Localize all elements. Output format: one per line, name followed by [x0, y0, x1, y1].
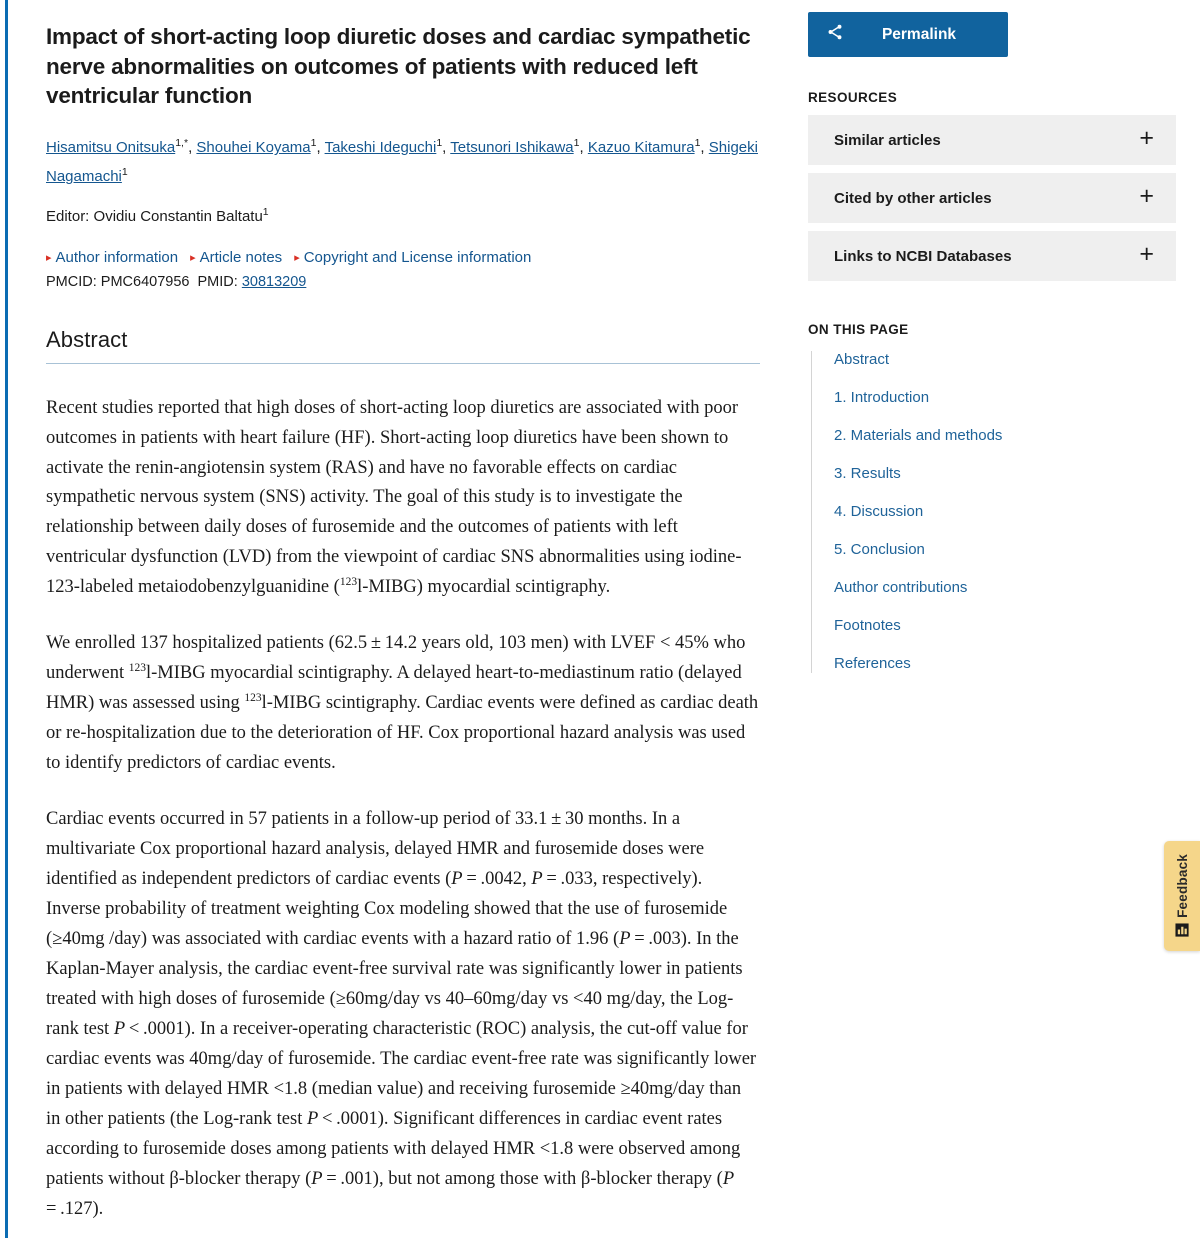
abstract-paragraph: We enrolled 137 hospitalized patients (62.5 ± 14.2 years old, 103 men) with LVEF < 45% who underwent $^{123}$l-MIBG myocardial scintigraphy. A delayed heart-to-mediastinum ratio (delayed HMR) was assessed using $^{123}$l-MIBG scintigraphy. Cardiac events were defined as cardiac death or re-hospitalization due to the deterioration of HF. Cox proportional hazard analysis was used to identify predictors of cardiac events. — [46, 633, 759, 774]
triangle-right-icon: ▸ — [294, 251, 300, 264]
author-link[interactable]: Hisamitsu Onitsuka — [46, 139, 176, 157]
on-this-page-link[interactable]: Footnotes — [834, 617, 901, 634]
author-link[interactable]: Shigeki Nagamachi — [46, 139, 758, 186]
disclosure-label: Author information — [55, 248, 179, 266]
resources-heading: RESOURCES — [808, 90, 898, 105]
resource-accordion-item[interactable] — [808, 173, 1176, 223]
disclosure-links-row — [46, 249, 760, 266]
on-this-page-link[interactable]: 4. Discussion — [834, 503, 924, 520]
author-list: Hisamitsu Onitsuka1,*, Shouhei Koyama1, Takeshi Ideguchi1, Tetsunori Ishikawa1, Kazuo Kitamura1, Shigeki Nagamachi1 — [46, 137, 758, 186]
on-this-page-link[interactable]: Abstract — [834, 351, 890, 368]
disclosure-toggle[interactable] — [190, 249, 282, 266]
resource-accordion-item[interactable] — [808, 115, 1176, 165]
triangle-right-icon: ▸ — [190, 251, 196, 264]
author-separator: , — [316, 139, 325, 157]
on-this-page-item — [834, 465, 1176, 483]
plus-icon[interactable]: + — [1139, 181, 1154, 210]
on-this-page-item — [834, 541, 1176, 559]
on-this-page-nav — [811, 351, 1176, 673]
disclosure-toggle[interactable] — [294, 249, 531, 266]
disclosure-label: Article notes — [199, 248, 283, 266]
editor-line: Editor: Ovidiu Constantin Baltatu1 — [46, 205, 269, 225]
author-link[interactable]: Kazuo Kitamura — [587, 139, 695, 157]
on-this-page-item — [834, 351, 1176, 369]
pmcid-label: PMCID: — [46, 273, 97, 290]
plus-icon[interactable]: + — [1139, 239, 1154, 268]
on-this-page-link[interactable]: 2. Materials and methods — [834, 427, 1003, 444]
on-this-page-item — [834, 503, 1176, 521]
pmcid-value: PMC6407956 — [100, 273, 190, 290]
on-this-page-link[interactable]: Author contributions — [834, 579, 968, 596]
abstract-body — [46, 394, 760, 1225]
author-separator: , — [188, 139, 197, 157]
on-this-page-heading: ON THIS PAGE — [808, 322, 909, 337]
editor-label: Editor: — [46, 207, 90, 225]
share-icon — [826, 23, 844, 46]
on-this-page-item — [834, 617, 1176, 635]
on-this-page-link[interactable]: 1. Introduction — [834, 389, 930, 406]
feedback-label: Feedback — [1174, 853, 1190, 918]
article-identifiers — [46, 274, 760, 290]
author-separator: , — [579, 139, 588, 157]
author-link[interactable]: Shouhei Koyama — [196, 139, 311, 157]
on-this-page-link[interactable]: References — [834, 655, 911, 672]
plus-icon[interactable]: + — [1139, 123, 1154, 152]
on-this-page-item — [834, 427, 1176, 445]
page-title: Impact of short-acting loop diuretic doses and cardiac sympathetic nerve abnormalities on outcomes of patients with reduced left ventricular function — [46, 24, 751, 109]
abstract-paragraph: Recent studies reported that high doses of short-acting loop diuretics are associated with poor outcomes in patients with heart failure (HF). Short-acting loop diuretics have been shown to activate the renin-angiotensin system (RAS) and have no favorable effects on cardiac sympathetic nervous system (SNS) activity. The goal of this study is to investigate the relationship between daily doses of furosemide and the outcomes of patients with left ventricular dysfunction (LVD) from the viewpoint of cardiac SNS abnormalities using iodine-123-labeled metaiodobenzylguanidine ($^{123}$l-MIBG) myocardial scintigraphy. — [46, 397, 742, 598]
resources-accordion — [808, 115, 1176, 281]
resource-label: Similar articles — [834, 131, 941, 149]
abstract-heading: Abstract — [46, 327, 760, 364]
resource-label: Cited by other articles — [834, 189, 992, 207]
author-link[interactable]: Tetsunori Ishikawa — [450, 139, 574, 157]
on-this-page-item — [834, 655, 1176, 673]
on-this-page-link[interactable]: 3. Results — [834, 465, 901, 482]
permalink-button[interactable] — [808, 12, 1008, 57]
author-link[interactable]: Takeshi Ideguchi — [324, 139, 437, 157]
on-this-page-link[interactable]: 5. Conclusion — [834, 541, 925, 558]
disclosure-toggle[interactable] — [46, 249, 178, 266]
author-separator: , — [442, 139, 451, 157]
resource-accordion-item[interactable] — [808, 231, 1176, 281]
pmid-label: PMID: — [197, 273, 238, 290]
resource-label: Links to NCBI Databases — [834, 247, 1012, 265]
disclosure-label: Copyright and License information — [303, 248, 532, 266]
permalink-label: Permalink — [881, 25, 957, 43]
editor-name: Ovidiu Constantin Baltatu — [93, 207, 263, 225]
bar-chart-icon — [1175, 923, 1190, 938]
sidebar-column — [800, 0, 1200, 673]
pmid-link[interactable]: 30813209 — [241, 273, 307, 290]
abstract-paragraph: Cardiac events occurred in 57 patients in a follow-up period of 33.1 ± 30 months. In a multivariate Cox proportional hazard analysis, delayed HMR and furosemide doses were identified as independent predictors of cardiac events (P = .0042, P = .033, respectively). Inverse probability of treatment weighting Cox modeling showed that the use of furosemide (≥40mg /day) was associated with cardiac events with a hazard ratio of 1.96 (P = .003). In the Kaplan-Mayer analysis, the cardiac event-free survival rate was significantly lower in patients treated with high doses of furosemide (≥60mg/day vs 40–60mg/day vs <40 mg/day, the Log-rank test P < .0001). In a receiver-operating characteristic (ROC) analysis, the cut-off value for cardiac events was 40mg/day of furosemide. The cardiac event-free rate was significantly lower in patients with delayed HMR <1.8 (median value) and receiving furosemide ≥40mg/day than in other patients (the Log-rank test P < .0001). Significant differences in cardiac event rates according to furosemide doses among patients with delayed HMR <1.8 were observed among patients without β-blocker therapy (P = .001), but not among those with β-blocker therapy (P = .127). — [46, 809, 757, 1219]
on-this-page-item — [834, 579, 1176, 597]
feedback-tab[interactable] — [1164, 841, 1200, 951]
on-this-page-item — [834, 389, 1176, 407]
triangle-right-icon: ▸ — [46, 251, 52, 264]
author-separator: , — [700, 139, 709, 157]
